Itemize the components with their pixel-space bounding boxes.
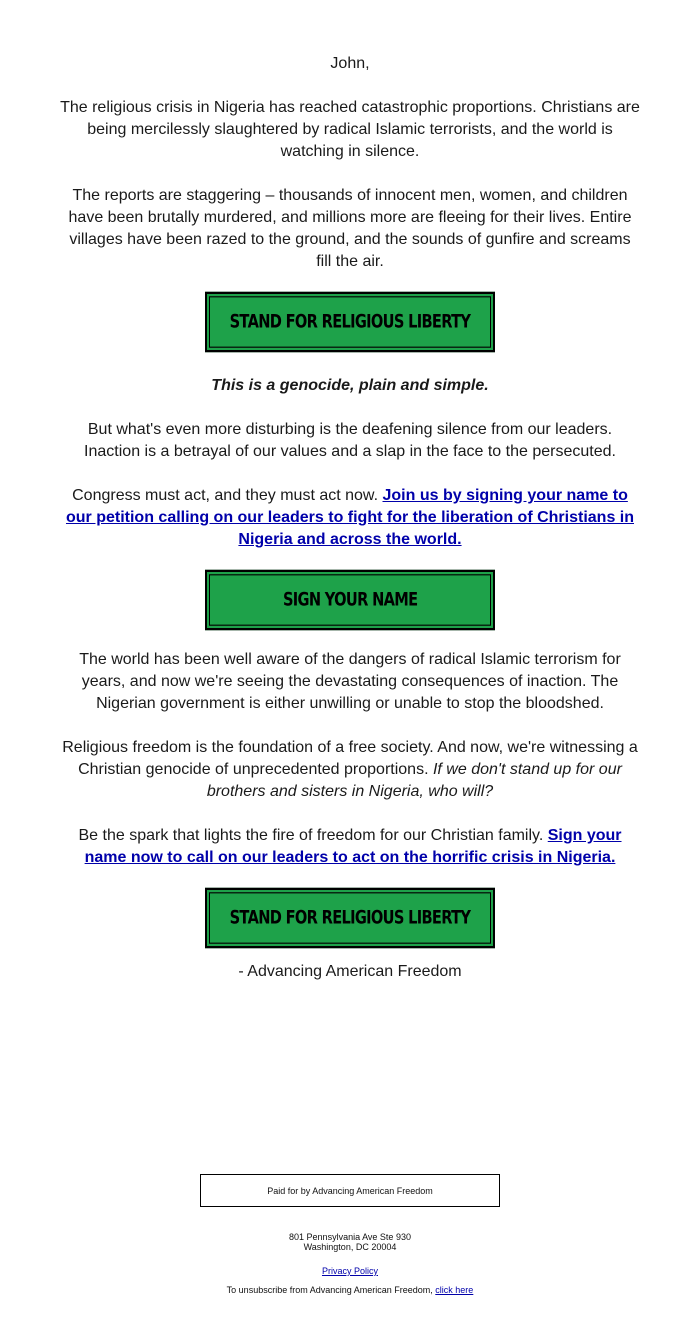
unsubscribe-row xyxy=(0,1285,700,1295)
paid-for-text: Paid for by Advancing American Freedom xyxy=(267,1185,433,1196)
sign-now-link[interactable]: Sign your name now to call on our leaders to act on the horrific crisis in Nigeria. xyxy=(84,827,622,866)
signature: - Advancing American Freedom xyxy=(238,963,462,980)
privacy-policy-link[interactable]: Privacy Policy xyxy=(321,1266,378,1276)
paragraph-spark xyxy=(60,825,640,869)
stand-for-religious-liberty-button[interactable] xyxy=(205,292,495,352)
greeting: John, xyxy=(330,55,370,72)
petition-link[interactable]: Join us by signing your name to our petition calling on our leaders to fight for the liberation of Christians in Nigeria and across the world. xyxy=(65,487,634,548)
unsubscribe-link[interactable]: click here xyxy=(435,1285,474,1295)
sign-your-name-button[interactable] xyxy=(205,570,495,630)
paragraph-congress xyxy=(60,485,640,551)
footer xyxy=(0,1174,700,1295)
congress-text: Congress must act, and they must act now. xyxy=(72,487,379,504)
cta-wrap-3 xyxy=(60,891,640,949)
paragraph-silence: But what's even more disturbing is the deafening silence from our leaders. Inaction is a betrayal of our values and a slap in the face to the persecuted. xyxy=(84,421,616,460)
paragraph-crisis: The religious crisis in Nigeria has reached catastrophic proportions. Christians are being mercilessly slaughtered by radical Islamic terrorists, and the world is watching in silence. xyxy=(60,99,640,160)
unsubscribe-text: To unsubscribe from Advancing American Freedom, xyxy=(226,1285,433,1295)
paragraph-terrorism: The world has been well aware of the dangers of radical Islamic terrorism for years, and now we're seeing the devastating consequences of inaction. The Nigerian government is either unwilling or unable to stop the bloodshed. xyxy=(79,651,621,712)
cta-wrap-1 xyxy=(60,295,640,353)
address-line-2: Washington, DC 20004 xyxy=(303,1242,397,1252)
freedom-text: Religious freedom is the foundation of a free society. And now, we're witnessing a Christian genocide of unprecedented proportions. xyxy=(62,739,638,778)
spark-text: Be the spark that lights the fire of freedom for our Christian family. xyxy=(78,827,544,844)
address-line-1: 801 Pennsylvania Ave Ste 930 xyxy=(289,1232,411,1242)
email-body xyxy=(60,0,640,983)
paragraph-reports: The reports are staggering – thousands of innocent men, women, and children have been brutally murdered, and millions more are fleeing for their lives. Entire villages have been razed to the ground, and the sounds of gunfire and screams fill the air. xyxy=(68,187,632,270)
freedom-italic: If we don't stand up for our brothers and sisters in Nigeria, who will? xyxy=(206,761,622,800)
cta-wrap-2 xyxy=(60,573,640,631)
privacy-row xyxy=(0,1266,700,1276)
button-label: STAND FOR RELIGIOUS LIBERTY xyxy=(229,310,471,334)
button-label: STAND FOR RELIGIOUS LIBERTY xyxy=(229,906,471,930)
button-label: SIGN YOUR NAME xyxy=(282,588,418,612)
genocide-quote: This is a genocide, plain and simple. xyxy=(211,377,489,394)
paragraph-freedom xyxy=(60,737,640,803)
address xyxy=(0,1232,700,1252)
paid-for-box xyxy=(200,1174,500,1207)
stand-for-religious-liberty-button-2[interactable] xyxy=(205,888,495,948)
